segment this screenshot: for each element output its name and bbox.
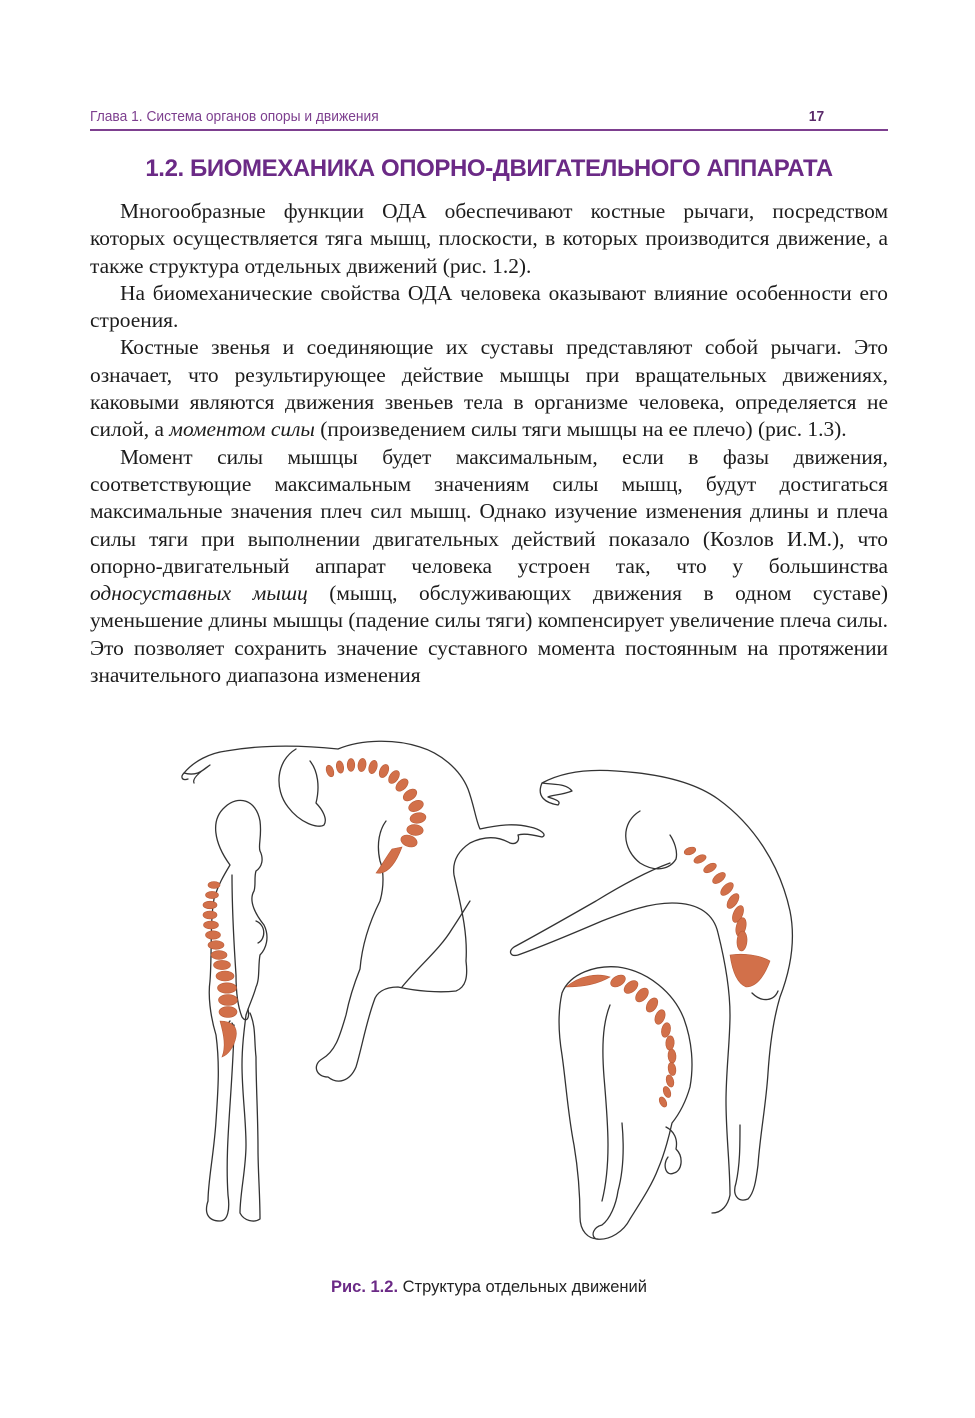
paragraph-2: На биомеханические свойства ОДА человека оказывают влияние особенности его строения. (90, 280, 888, 333)
leaping-figure-outline (184, 741, 544, 1081)
forward-bend-figure (559, 967, 692, 1240)
forward-bend-spine (566, 973, 677, 1109)
leaping-arm (182, 765, 210, 783)
paragraph-3-text-b: (произведением силы тяги мышцы на ее плечо) (рис. 1.3). (314, 417, 847, 442)
backbend-figure-outline (511, 770, 793, 1213)
page-number: 17 (808, 107, 825, 125)
caption-text: Структура отдельных движений (398, 1278, 647, 1296)
figure-illustration (170, 725, 810, 1265)
standing-breast (256, 921, 264, 943)
backbend-figure (511, 770, 793, 1213)
paragraph-4-text-b: (мышц, обслуживающих движения в одном суставе) уменьшение длины мышцы (падение силы тяги) компенсирует увеличение плеча силы. Это позволяет сохранить значение суставного момента постоянным на протяжении значительного диапазона изменения (90, 581, 888, 688)
paragraph-4 (90, 444, 888, 690)
paragraph-3-text-a: Костные звенья и соединяющие их суставы представляют собой рычаги. Это означает, что результирующее действие мышцы при вращательных движениях, каковыми являются движения звеньев тела в организме человека, определяется не силой, а (90, 335, 888, 442)
section-title: 1.2. БИОМЕХАНИКА ОПОРНО-ДВИГАТЕЛЬНОГО АППАРАТА (145, 155, 833, 182)
forward-bend-outline (559, 967, 692, 1240)
backbend-buttocks (752, 991, 778, 1000)
leaping-leg (402, 901, 470, 987)
backbend-spine (683, 846, 770, 987)
header-rule (90, 129, 888, 131)
term-single-joint-muscles: односуставных мышц (90, 581, 308, 606)
term-moment-of-force: моментом силы (169, 417, 315, 442)
paragraph-4-text-a: Момент силы мышцы будет максимальным, если в фазы движения, соответствующие максимальным значениям силы мышц, будут достигаться максимальные значения плеч сил мышц. Однако изучение изменения длины и плеча силы тяги при выполнении двигательных действий показало (Козлов И.М.), что опорно-двигательный аппарат человека устроен так, что у большинства (90, 444, 888, 578)
chapter-title: Глава 1. Система органов опоры и движения (90, 107, 379, 125)
caption-label: Рис. 1.2. (331, 1278, 399, 1296)
figure-caption (90, 1278, 888, 1297)
running-head (90, 103, 824, 129)
leaping-spine (325, 758, 427, 873)
leaping-head (279, 749, 325, 826)
body-text (90, 198, 888, 689)
movement-figures-svg (170, 725, 810, 1265)
paragraph-1: Многообразные функции ОДА обеспечивают костные рычаги, посредством которых осуществляется тяга мышц, плоскости, в которых производится движение, а также структура отдельных движений (рис. 1.2). (90, 199, 888, 278)
paragraph-3 (90, 334, 888, 443)
spine-group (203, 758, 770, 1108)
